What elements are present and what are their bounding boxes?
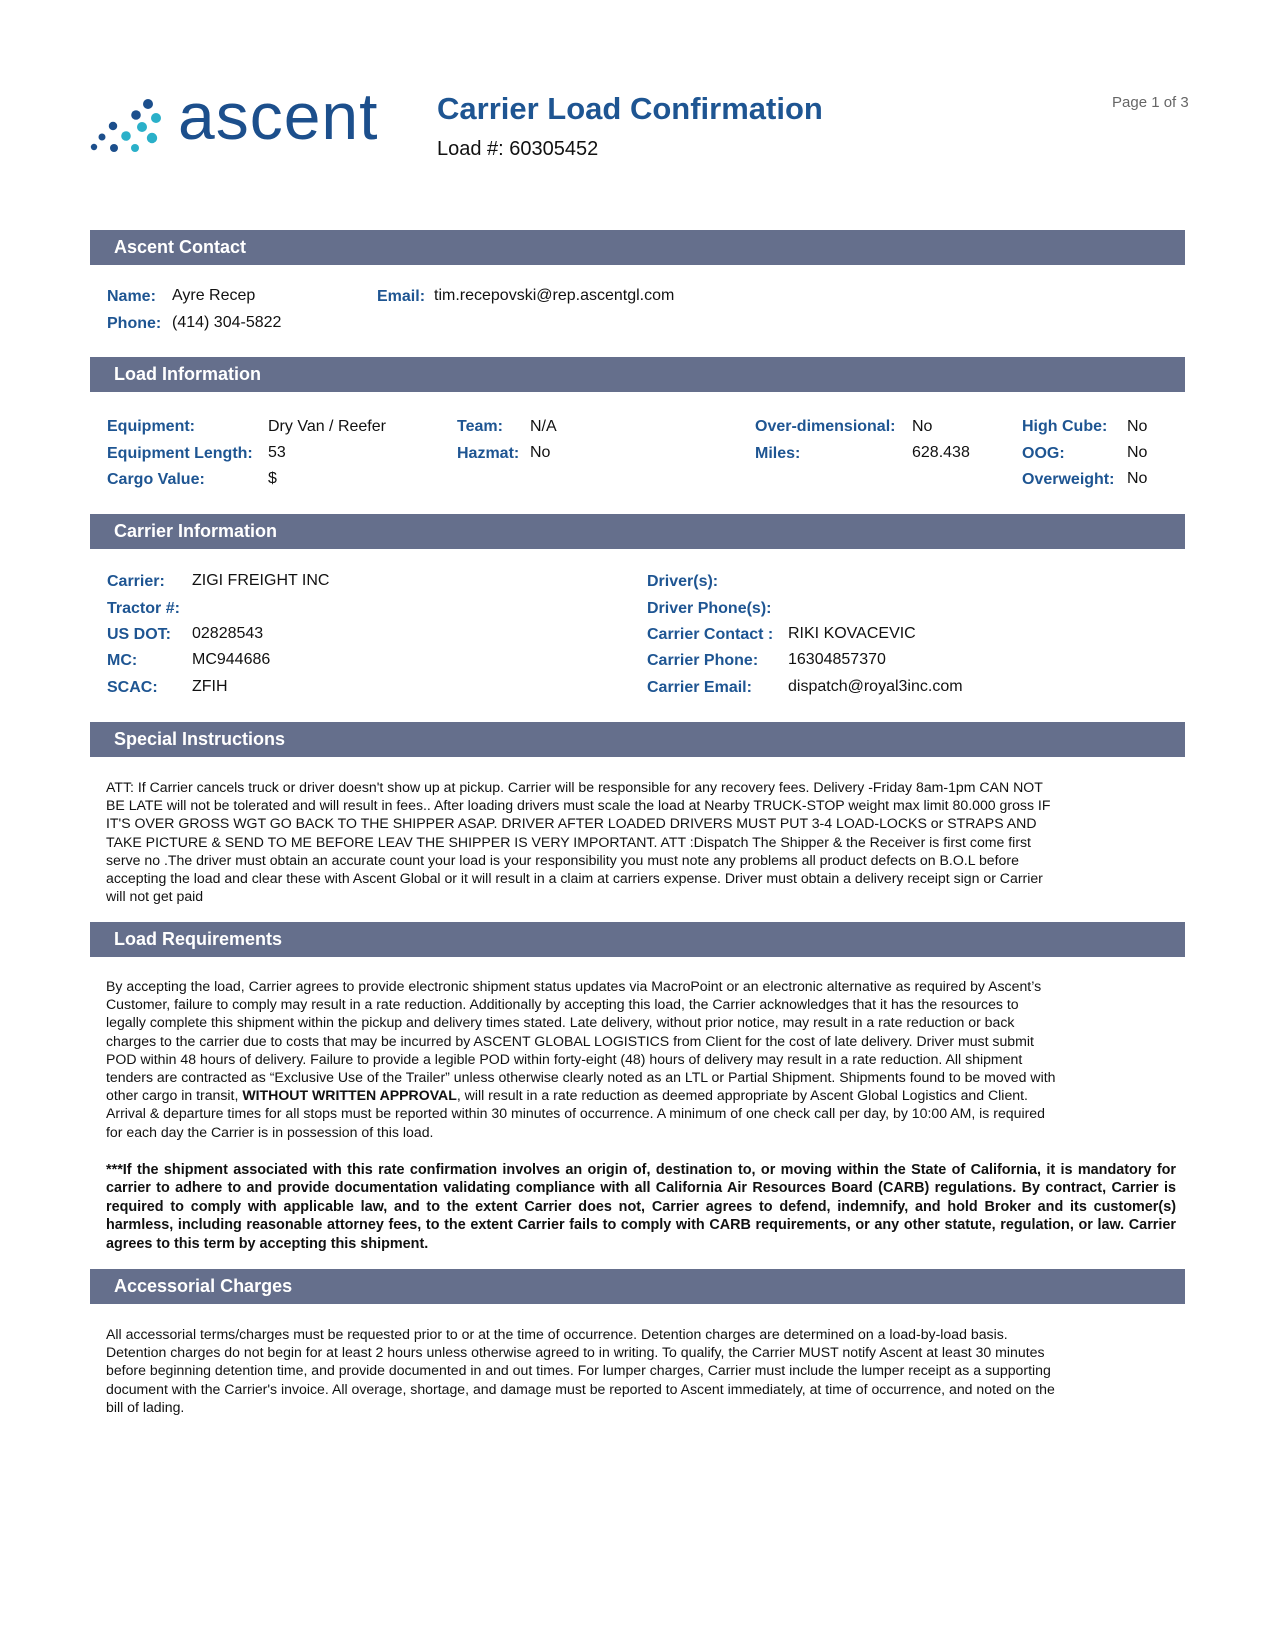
text-segment: other cargo in transit, [106,1087,243,1104]
carrier-contact-value: RIKI KOVACEVIC [788,625,916,642]
team-label: Team: [457,418,503,435]
driver-phones-label: Driver Phone(s): [647,600,772,617]
accessorial-charges-text [106,1325,1176,1416]
usdot-value: 02828543 [192,625,264,642]
equipment-value: Dry Van / Reefer [268,418,386,435]
carrier-phone-label: Carrier Phone: [647,652,759,669]
equipment-length-value: 53 [268,444,286,461]
load-requirements-text [106,977,1176,1141]
text-segment: , will result in a rate reduction as deemed appropriate by Ascent Global Logistics and Client. [456,1087,1028,1104]
text-line: ATT: If Carrier cancels truck or driver doesn't show up at pickup. Carrier will be responsible for any recovery fees. Delivery -Friday 8am-1pm CAN NOT [106,779,1043,795]
text-line: for each day the Carrier is in possession of this load. [106,1123,434,1140]
mc-label: MC: [107,652,138,669]
contact-email-label: Email: [377,288,426,305]
section-title: Accessorial Charges [114,1276,293,1296]
load-number [437,138,598,161]
contact-name-value: Ayre Recep [172,287,256,304]
logo-wordmark: ascent [178,79,379,153]
text-line: charges to the carrier due to costs that may be incurred by ASCENT GLOBAL LOGISTICS from Client for the cost of late delivery. Driver must submit [106,1032,1034,1049]
carrier-name-label: Carrier: [107,573,165,590]
carrier-name-value: ZIGI FREIGHT INC [192,572,330,589]
carb-compliance-text: ***If the shipment associated with this rate confirmation involves an origin of, destination to, or moving within the State of California, it is mandatory for carrier to adhere to and provide documentation validating compliance with all California Air Resources Board (CARB) regulations. By contract, Carrier is required to comply with applicable law, and to the extent Carrier does not, Carrier agrees to defend, indemnify, and hold Broker and its customer(s) harmless, including reasonable attorney fees, to the extent Carrier fails to comply with CARB requirements, or any other statute, regulation, or law. Carrier agrees to this term by accepting this shipment. [106,1162,1176,1252]
high-cube-value: No [1127,418,1148,435]
tractor-label: Tractor #: [107,600,180,617]
load-number-label: Load #: [437,138,504,160]
section-title: Special Instructions [114,729,286,749]
text-line: All accessorial terms/charges must be requested prior to or at the time of occurrence. Detention charges are determined on a load-by-load basis. [106,1326,1008,1342]
section-title: Load Information [114,364,261,384]
hazmat-value: No [530,444,551,461]
contact-phone-label: Phone: [107,315,162,332]
section-bar-load-information [90,357,1185,392]
oog-label: OOG: [1022,445,1065,462]
text-line: bill of lading. [106,1398,185,1415]
section-title: Ascent Contact [114,237,247,257]
contact-name-label: Name: [107,288,156,305]
text-line: accepting the load and clear these with Ascent Global or it will result in a claim at carriers expense. Driver must obtain a delivery receipt sign or Carrier [106,870,1043,887]
special-instructions-text [106,778,1176,905]
equipment-label: Equipment: [107,418,195,435]
section-bar-carrier-information [90,514,1185,549]
section-bar-ascent-contact [90,230,1185,265]
text-line: TAKE PICTURE & SEND TO ME BEFORE LEAV THE SHIPPER IS VERY IMPORTANT. ATT :Dispatch The Shipper & the Receiver is first come first [106,833,1031,850]
text-line: Detention charges do not begin for at least 2 hours unless otherwise agreed to in writing. To qualify, the Carrier MUST notify Ascent at least 30 minutes [106,1344,1045,1361]
scac-value: ZFIH [192,678,228,695]
high-cube-label: High Cube: [1022,418,1108,435]
ascent-logo-icon [90,96,170,152]
miles-label: Miles: [755,445,801,462]
cargo-value-value: $ [268,470,277,487]
section-bar-special-instructions [90,722,1185,757]
text-line: Arrival & departure times for all stops must be reported within 30 minutes of occurrence. A minimum of one check call per day, by 10:00 AM, is required [106,1105,1045,1122]
over-dimensional-label: Over-dimensional: [755,418,896,435]
usdot-label: US DOT: [107,626,171,643]
load-number-value: 60305452 [509,138,599,160]
section-title: Carrier Information [114,521,278,541]
team-value: N/A [530,418,557,435]
oog-value: No [1127,444,1148,461]
contact-phone-value: (414) 304-5822 [172,314,282,331]
text-line: before beginning detention time, and provide documented in and out times. For lumper charges, Carrier must include the lumper receipt as a supporting [106,1362,1051,1379]
text-line: legally complete this shipment within the pickup and delivery times stated. Late delivery, without prior notice, may result in a rate reduction or back [106,1014,1015,1031]
text-line: Customer, failure to comply may result in a rate reduction. Additionally by accepting this load, the Carrier acknowledges that it has the resources to [106,996,1019,1013]
page-indicator: Page 1 of 3 [1112,94,1189,111]
text-line: By accepting the load, Carrier agrees to provide electronic shipment status updates via MacroPoint or an electronic alternative as required by Ascent’s [106,978,1042,994]
section-title: Load Requirements [114,929,283,949]
over-dimensional-value: No [912,418,933,435]
carrier-email-value: dispatch@royal3inc.com [788,678,963,695]
document-title: Carrier Load Confirmation [437,91,823,126]
text-line [106,1086,1176,1104]
carrier-phone-value: 16304857370 [788,651,886,668]
text-line: BE LATE will not be tolerated and will result in fees.. After loading drivers must scale the load at Nearby TRUCK-STOP weight max limit 80.000 gross IF [106,797,1051,814]
section-bar-accessorial-charges [90,1269,1185,1304]
overweight-label: Overweight: [1022,471,1115,488]
section-bar-load-requirements [90,922,1185,957]
hazmat-label: Hazmat: [457,445,520,462]
without-written-approval-emphasis: WITHOUT WRITTEN APPROVAL [242,1087,457,1104]
text-line: will not get paid [106,888,204,905]
mc-value: MC944686 [192,651,271,668]
text-line: POD within 48 hours of delivery. Failure to provide a legible POD within forty-eight (48) hours of delivery may result in a rate reduction. All shipment [106,1050,1023,1067]
overweight-value: No [1127,470,1148,487]
text-line: tenders are contracted as “Exclusive Use of the Trailer” unless otherwise clearly noted as an LTL or Partial Shipment. Shipments found to be moved with [106,1069,1056,1086]
text-line: document with the Carrier's invoice. All overage, shortage, and damage must be reported to Ascent immediately, at time of occurrence, and noted on the [106,1380,1055,1397]
text-line: serve no .The driver must obtain an accurate count your load is your responsibility you must note any problems all product defects on B.O.L before [106,851,1019,868]
text-line: IT'S OVER GROSS WGT GO BACK TO THE SHIPPER ASAP. DRIVER AFTER LOADED DRIVERS MUST PUT 3-4 LOAD-LOCKS or STRAPS AND [106,815,1037,832]
contact-email-value: tim.recepovski@rep.ascentgl.com [434,287,675,304]
miles-value: 628.438 [912,444,970,461]
equipment-length-label: Equipment Length: [107,445,253,462]
carrier-email-label: Carrier Email: [647,679,752,696]
cargo-value-label: Cargo Value: [107,471,205,488]
drivers-label: Driver(s): [647,573,719,590]
carrier-contact-label: Carrier Contact : [647,626,774,643]
scac-label: SCAC: [107,679,158,696]
